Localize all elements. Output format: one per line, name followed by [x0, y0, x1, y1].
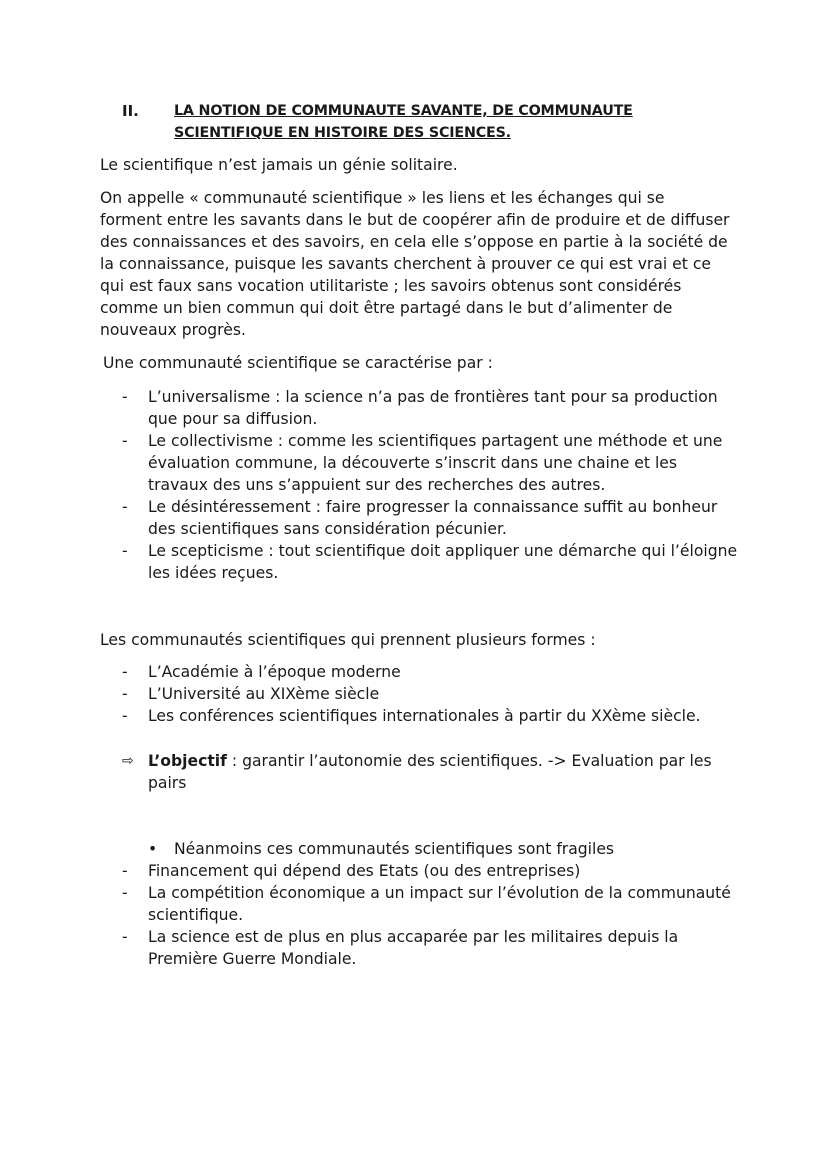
dash-marker: -	[122, 884, 128, 902]
objective-text	[148, 750, 728, 794]
list-item-text: L’Académie à l’époque moderne	[148, 663, 401, 681]
list-item	[120, 860, 740, 882]
list-item	[120, 705, 740, 727]
list-item	[120, 430, 740, 496]
list-item-text: La science est de plus en plus accaparée par les militaires depuis la Première Guerre Mondiale.	[148, 928, 679, 968]
list-item-text: Financement qui dépend des Etats (ou des entreprises)	[148, 862, 581, 880]
dash-marker: -	[122, 432, 128, 450]
list-item-text: Les conférences scientifiques internationales à partir du XXème siècle.	[148, 707, 701, 725]
dash-marker: -	[122, 928, 128, 946]
list-item	[120, 496, 740, 540]
arrow-right-icon: ⇨	[122, 753, 134, 769]
fragile-bullet-text: Néanmoins ces communautés scientifiques sont fragiles	[174, 840, 615, 858]
list-item-text: Le collectivisme : comme les scientifiques partagent une méthode et une évaluation commune, la découverte s’inscrit dans une chaine et les travaux des uns s’appuient sur des recherches des autres.	[148, 432, 723, 494]
characteristics-list	[120, 386, 740, 584]
list-item	[120, 683, 740, 705]
list-item	[120, 926, 740, 970]
dash-marker: -	[122, 685, 128, 703]
list-item-text: Le scepticisme : tout scientifique doit appliquer une démarche qui l’éloigne les idées reçues.	[148, 542, 738, 582]
list-item-text: La compétition économique a un impact sur l’évolution de la communauté scientifique.	[148, 884, 731, 924]
dash-marker: -	[122, 862, 128, 880]
list-item	[120, 386, 740, 430]
dash-marker: -	[122, 498, 128, 516]
characteristics-intro: Une communauté scientifique se caractérise par :	[103, 354, 493, 372]
objective-label: L’objectif	[148, 752, 227, 770]
dash-marker: -	[122, 388, 128, 406]
list-item-text: L’universalisme : la science n’a pas de frontières tant pour sa production que pour sa diffusion.	[148, 388, 718, 428]
bullet-dot-icon: •	[148, 840, 158, 858]
list-item-text: L’Université au XIXème siècle	[148, 685, 380, 703]
section-title: LA NOTION DE COMMUNAUTE SAVANTE, DE COMMUNAUTE SCIENTIFIQUE EN HISTOIRE DES SCIENCES.	[174, 103, 633, 141]
list-item	[120, 540, 740, 584]
fragilities-list	[120, 860, 740, 970]
forms-list	[120, 661, 740, 727]
section-number: II.	[122, 102, 139, 120]
dash-marker: -	[122, 542, 128, 560]
list-item	[120, 661, 740, 683]
dash-marker: -	[122, 663, 128, 681]
dash-marker: -	[122, 707, 128, 725]
objective-body: : garantir l’autonomie des scientifiques. -> Evaluation par les pairs	[148, 752, 712, 792]
list-item-text: Le désintéressement : faire progresser la connaissance suffit au bonheur des scientifiques sans considération pécunier.	[148, 498, 718, 538]
list-item	[120, 882, 740, 926]
definition-paragraph: On appelle « communauté scientifique » les liens et les échanges qui se forment entre les savants dans le but de coopérer afin de produire et de diffuser des connaissances et des savoirs, en cela elle s’oppose en partie à la société de la connaissance, puisque les savants cherchent à prouver ce qui est vrai et ce qui est faux sans vocation utilitariste ; les savoirs obtenus sont considérés comme un bien commun qui doit être partagé dans le but d’alimenter de nouveaux progrès.	[100, 189, 730, 339]
intro-paragraph: Le scientifique n’est jamais un génie solitaire.	[100, 156, 458, 174]
forms-intro: Les communautés scientifiques qui prennent plusieurs formes :	[100, 631, 596, 649]
